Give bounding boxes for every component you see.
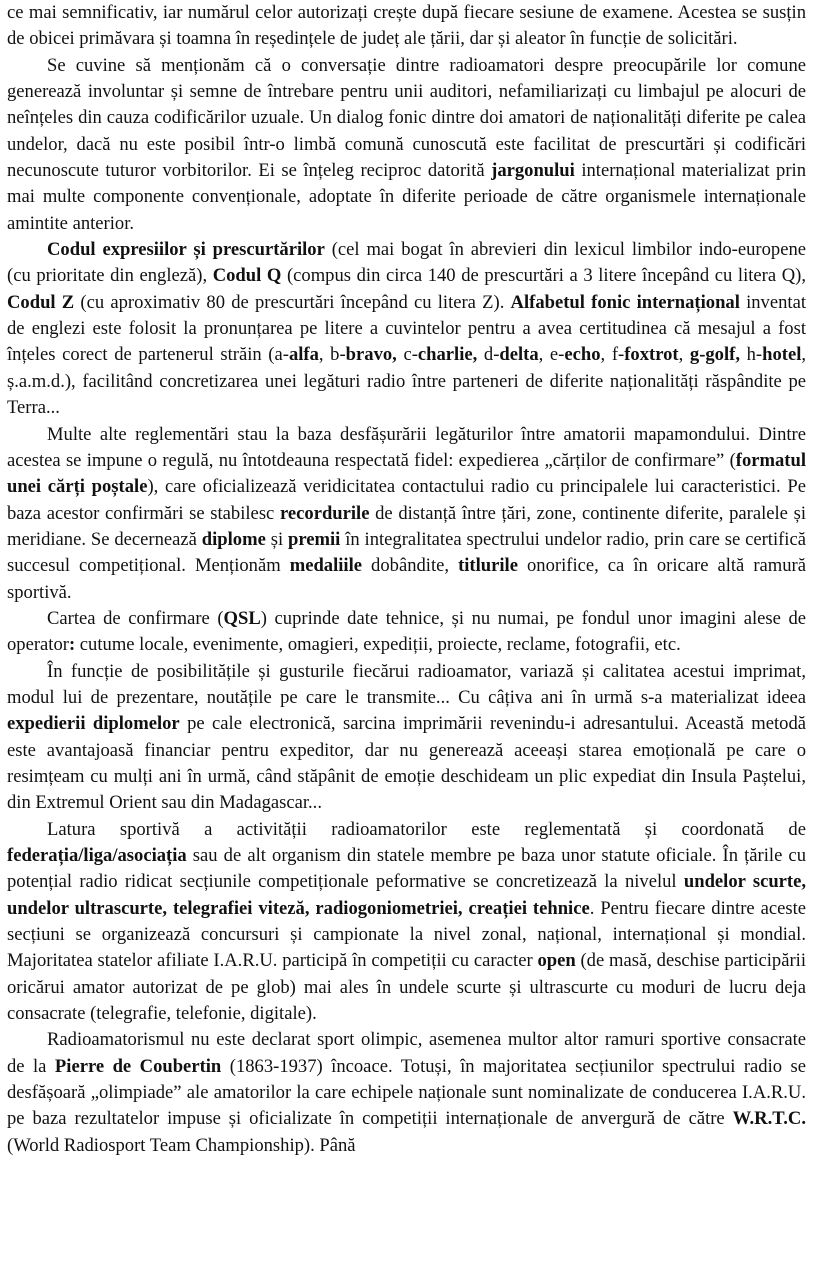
paragraph — [7, 659, 806, 817]
text-run: (compus din circa 140 de prescurtări a 3 litere începând cu litera Q), — [281, 265, 806, 287]
text-run: În funcție de posibilitățile și gusturile fiecărui radioamator, variază și calitatea acestui imprimat, modul lui de prezentare, noutățile pe care le transmite... Cu câțiva ani în urmă s-a materializat ideea — [7, 660, 806, 708]
text-run: cutume locale, evenimente, omagieri, expediții, proiecte, reclame, fotografii, etc. — [75, 634, 681, 656]
bold-text: open — [537, 950, 576, 972]
paragraph — [7, 606, 806, 659]
bold-text: g-golf, — [689, 344, 740, 366]
text-run: (cu aproximativ 80 de prescurtări începând cu litera Z). — [74, 291, 511, 313]
bold-text: federația/liga/asociația — [7, 845, 187, 866]
bold-text: foxtrot — [624, 344, 679, 366]
bold-text: Pierre de Coubertin — [54, 1055, 222, 1077]
bold-text: jargonului — [491, 160, 575, 182]
text-run: de distanță între țări, zone, continente diferite, paralele și meridiane. Se decernează — [7, 502, 806, 550]
bold-text: delta — [499, 344, 539, 366]
text-run: , b- — [318, 344, 346, 366]
text-run: inventat de englezi este folosit la pronunțarea pe litere a cuvintelor pentru a avea certitudinea că mesajul a fost înțeles corect de partenerul străin (a- — [7, 291, 806, 366]
text-run: , f- — [600, 344, 625, 366]
text-run: sau de alt organism din statele membre pe baza unor statute oficiale. În țările cu potențial radio ridicat secțiunile competiționale peformative se concretizează la nivelul — [7, 845, 806, 893]
bold-text: W.R.T.C. — [732, 1108, 806, 1130]
text-run: (World Radiosport Team Championship). Până — [7, 1134, 356, 1156]
bold-text: premii — [287, 528, 341, 550]
text-run: Cartea de confirmare ( — [47, 607, 224, 629]
text-run: onorifice, ca în oricare altă ramură sportivă. — [7, 555, 806, 603]
text-run: , — [678, 344, 690, 366]
bold-text: echo — [564, 344, 601, 366]
bold-text: charlie, — [417, 344, 478, 366]
text-run: Se cuvine să menționăm că o conversație dintre radioamatori despre preocupările lor comune generează involuntar și semne de întrebare pentru unii auditori, nefamiliarizați cu limbajul pe alocuri de neînțeles din cauza codificărilor uzuale. Un dialog fonic dintre doi amatori de naționalități diferite pe calea undelor, dacă nu este posibil într-o limbă comună cunoscută este facilitat de prescurtări și codificări necunoscute tuturor vorbitorilor. Ei se înțeleg reciproc datorită — [7, 54, 806, 182]
text-run: Radioamatorismul nu este declarat sport olimpic, asemenea multor altor ramuri sportive consacrate de la — [7, 1029, 806, 1077]
text-run: , e- — [538, 344, 565, 366]
bold-text: Codul expresiilor și prescurtărilor — [47, 239, 325, 261]
text-run: pe cale electronică, sarcina imprimării revenindu-i adresantului. Această metodă este avantajoasă financiar pentru expeditor, dar nu generează aceeași starea emoțională pe care o resimțeam cu mulți ani în urmă, când stăpânit de emoție deschideam un plic expediat din Insula Paștelui, din Extremul Orient sau din Madagascar... — [7, 713, 806, 814]
text-run: (cel mai bogat în abrevieri din lexicul limbilor indo-europene (cu prioritate din engleză), — [7, 239, 806, 287]
text-run: , ș.a.m.d.), facilitând concretizarea unei legături radio între parteneri de diferite naționalități răspândite pe Terra... — [7, 344, 807, 419]
paragraph — [7, 0, 806, 53]
bold-text: medaliile — [289, 555, 363, 577]
text-run: dobândite, — [362, 555, 459, 577]
bold-text: expedierii diplomelor — [7, 713, 180, 735]
text-run: (de masă, deschise participării oricărui amator autorizat de pe glob) mai ales în undele scurte și ultrascurte cu moduri de lucru deja consacrate (telegrafie, telefonie, digitale). — [7, 950, 806, 1025]
text-run: d- — [477, 344, 500, 366]
text-run: h- — [739, 344, 763, 366]
bold-text: alfa — [288, 344, 319, 366]
text-run: Latura sportivă a activității radioamatorilor este reglementată și coordonată de — [47, 818, 806, 840]
paragraph — [7, 1027, 806, 1159]
paragraph — [7, 817, 806, 1028]
text-run: ), care oficializează veridicitatea contactului radio cu principalele lui caracteristici. Pe baza acestor confirmări se stabilesc — [7, 476, 806, 524]
bold-text: formatul unei cărți poștale — [7, 449, 806, 498]
bold-text: Alfabetul fonic internațional — [510, 291, 740, 313]
text-run: internațional materializat prin mai multe componente convenționale, adoptate în diferite perioade de către organismele internaționale amintite anterior. — [7, 160, 806, 234]
paragraph — [7, 422, 806, 606]
text-run: ce mai semnificativ, iar numărul celor autorizați crește după fiecare sesiune de examene. Acestea se susțin de obicei primăvara și toamna în reședințele de județ ale țării, dar și aleator în funcție de solicitări. — [7, 2, 806, 50]
text-run: Multe alte reglementări stau la baza desfășurării legăturilor între amatorii mapamondului. Dintre acestea se impune o regulă, nu întotdeauna respectată fidel: expedierea „cărților de confirmare” ( — [7, 423, 806, 471]
text-run: în integralitatea spectrului undelor radio, prin care se certifică succesul competițional. Menționăm — [7, 528, 806, 577]
paragraph — [7, 237, 806, 421]
text-run: ) cuprinde date tehnice, și nu numai, pe fondul unor imagini alese de operator — [7, 607, 807, 656]
bold-text: hotel — [762, 344, 802, 366]
bold-text: recordurile — [279, 502, 370, 524]
bold-text: bravo, — [345, 344, 397, 366]
paragraph — [7, 53, 806, 237]
text-run: . Pentru fiecare dintre aceste secțiuni se organizează concursuri și campionate la nivel zonal, național, internațional și mondial. Majoritatea statelor afiliate I.A.R.U. participă în competiții cu caracter — [7, 897, 806, 972]
bold-text: QSL — [223, 607, 261, 629]
text-run: c- — [396, 344, 418, 366]
bold-text: : — [68, 634, 76, 656]
text-run: și — [265, 528, 288, 550]
text-run: (1863-1937) încoace. Totuși, în majoritatea secțiunilor spectrului radio se desfășoară „olimpiade” ale amatorilor la care echipele naționale sunt nominalizate de conducerea I.A.R.U. pe baza rezultatelor impuse și oficializate în competiții internaționale de anvergură de către — [7, 1055, 807, 1130]
bold-text: undelor scurte, undelor ultrascurte, telegrafiei viteză, radiogoniometriei, creației tehnice — [7, 871, 807, 919]
bold-text: Codul Q — [212, 265, 282, 287]
bold-text: Codul Z — [7, 291, 75, 313]
bold-text: diplome — [201, 528, 266, 550]
bold-text: titlurile — [458, 555, 518, 577]
